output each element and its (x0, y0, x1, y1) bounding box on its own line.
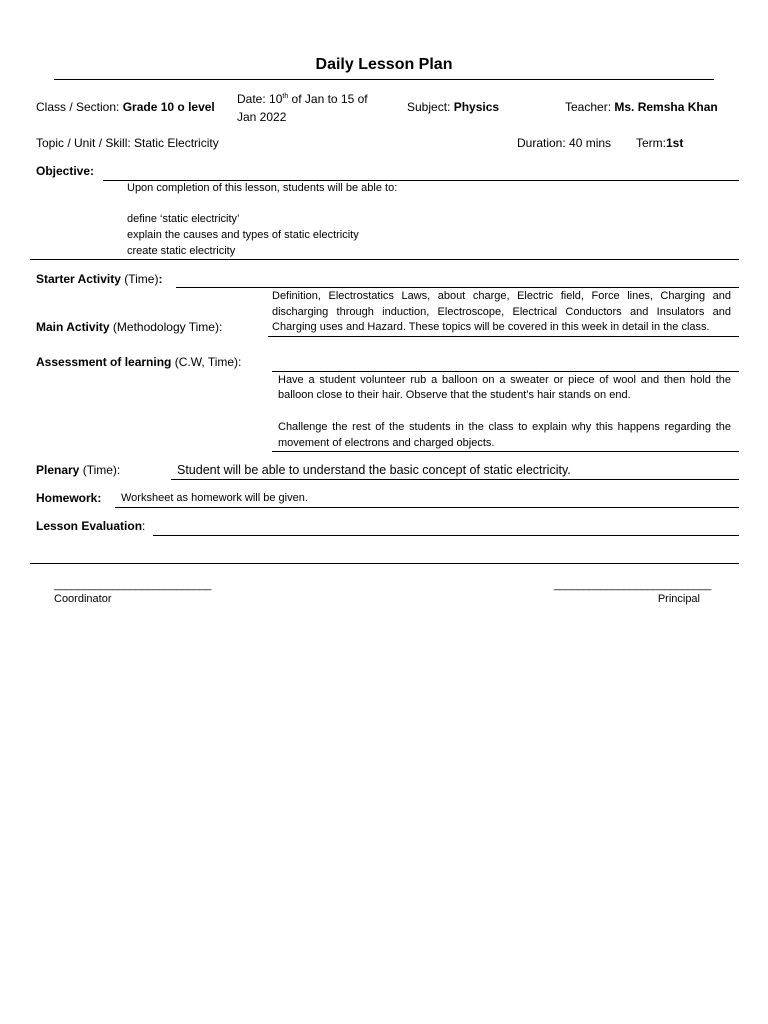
assessment-para1-line-1: Have a student volunteer rub a balloon on a sweater or piece of wool and then hold the (278, 374, 731, 386)
homework-text: Worksheet as homework will be given. (121, 492, 308, 504)
assessment-label-bold: Assessment of learning (36, 355, 172, 369)
main-activity-label-rest: (Methodology Time): (109, 320, 223, 334)
assessment-para2-line-1: Challenge the rest of the students in the class to explain why this happens regarding the (278, 421, 731, 433)
objective-intro: Upon completion of this lesson, students will be able to: (127, 182, 398, 194)
topic-field: Topic / Unit / Skill: Static Electricity (36, 136, 219, 150)
subject-value: Physics (453, 100, 500, 114)
coordinator-signature-line: ___________________________ (54, 579, 212, 591)
subject-field (407, 100, 499, 115)
date-field (237, 90, 368, 126)
date-ordinal: th (282, 93, 289, 100)
principal-signature-line: ___________________________ (554, 579, 712, 591)
term-label: Term: (636, 136, 666, 150)
class-section-label: Class / Section: (36, 100, 123, 114)
plenary-label (36, 463, 120, 478)
date-range-rest: of Jan to 15 of (288, 92, 368, 106)
page-title: Daily Lesson Plan (315, 56, 453, 73)
plenary-line (171, 479, 739, 480)
starter-activity-label-bold: Starter Activity (36, 272, 121, 286)
main-activity-line-1: Definition, Electrostatics Laws, about charge, Electric field, Force lines, Charging and (272, 290, 731, 302)
homework-line (115, 507, 739, 508)
class-section-field (36, 100, 215, 115)
objective-label: Objective: (36, 164, 95, 178)
starter-activity-label-time: (Time) (120, 272, 159, 286)
section-divider (30, 563, 739, 564)
objective-item-1: define ‘static electricity’ (127, 213, 240, 225)
lesson-evaluation-colon: : (142, 519, 146, 533)
starter-activity-line (176, 287, 739, 288)
assessment-label (36, 355, 241, 370)
main-activity-label-bold: Main Activity (36, 320, 110, 334)
starter-activity-colon: : (158, 272, 163, 286)
assessment-label-rest: (C.W, Time): (171, 355, 242, 369)
main-activity-label (36, 320, 222, 335)
duration-field: Duration: 40 mins (517, 136, 612, 150)
assessment-para2-line-2: movement of electrons and charged objects. (278, 437, 495, 449)
main-activity-line (268, 336, 739, 337)
class-section-value: Grade 10 o level (122, 100, 215, 114)
plenary-label-rest: (Time): (79, 463, 121, 477)
teacher-field (565, 100, 718, 115)
objective-bottom-line (30, 259, 739, 260)
assessment-top-line (272, 371, 739, 372)
date-year: Jan 2022 (237, 110, 287, 124)
plenary-label-bold: Plenary (36, 463, 80, 477)
objective-item-2: explain the causes and types of static electricity (127, 229, 359, 241)
plenary-text: Student will be able to understand the basic concept of static electricity. (177, 463, 571, 477)
assessment-bottom-line (272, 451, 739, 452)
objective-item-3: create static electricity (127, 245, 236, 257)
main-activity-line-3: Charging uses and Hazard. These topics will be covered in this week in detail in the class. (272, 321, 710, 333)
starter-activity-label (36, 272, 162, 287)
teacher-label: Teacher: (565, 100, 615, 114)
assessment-para1-line-2: balloon close to their hair. Observe that the student’s hair stands on end. (278, 389, 631, 401)
term-value: 1st (666, 136, 684, 150)
title-underline (54, 79, 714, 80)
date-day: Date: 10 (237, 92, 283, 106)
term-field (636, 136, 683, 151)
main-activity-line-2: discharging through induction, Electroscope, Electrical Conductors and Insulators and (272, 306, 731, 318)
coordinator-label: Coordinator (54, 593, 112, 605)
principal-label: Principal (657, 593, 700, 605)
subject-label: Subject: (407, 100, 454, 114)
lesson-evaluation-label-bold: Lesson Evaluation (36, 519, 143, 533)
homework-label: Homework: (36, 491, 102, 505)
teacher-value: Ms. Remsha Khan (614, 100, 718, 114)
lesson-evaluation-label (36, 519, 145, 534)
lesson-evaluation-line (153, 535, 739, 536)
